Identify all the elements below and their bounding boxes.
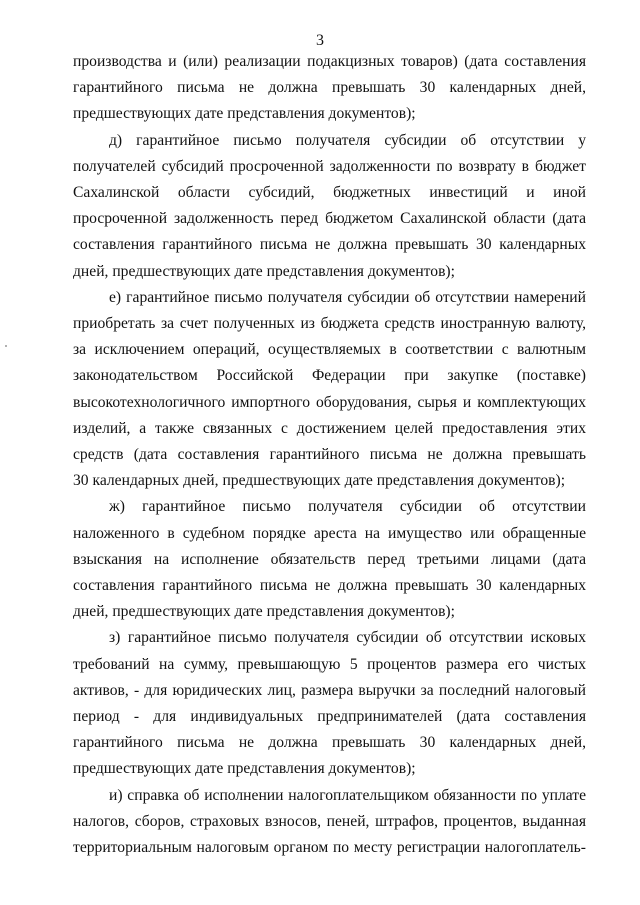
text-line: д) гарантийное письмо получателя субсидии об отсутствии у (109, 131, 586, 149)
text-line: ж) гарантийное письмо получателя субсидии об отсутствии (109, 498, 586, 516)
text-line: изделий, а также связанных с достижением целей предоставления этих (73, 419, 586, 437)
text-line: предшествующих дате представления документов); (73, 105, 416, 123)
text-line: составления гарантийного письма не должна превышать 30 календарных (73, 236, 586, 254)
paragraph-item-d (73, 128, 586, 285)
document-body (73, 49, 586, 861)
text-line: получателей субсидий просроченной задолженности по возврату в бюджет (73, 157, 586, 175)
text-line: налогов, сборов, страховых взносов, пеней, штрафов, процентов, выданная (73, 812, 586, 830)
paragraph-item-zh (73, 494, 586, 625)
text-line: территориальным налоговым органом по месту регистрации налогоплатель- (73, 839, 586, 857)
text-line: составления гарантийного письма не должна превышать 30 календарных (73, 577, 586, 595)
text-line: дней, предшествующих дате представления документов); (73, 603, 455, 621)
text-line: гарантийного письма не должна превышать 30 календарных дней, (73, 79, 586, 97)
text-line: законодательством Российской Федерации при закупке (поставке) (73, 367, 586, 385)
text-line: е) гарантийное письмо получателя субсидии об отсутствии намерений (109, 288, 586, 306)
paragraph-item-i (73, 783, 586, 862)
text-line: наложенного в судебном порядке ареста на имущество или обращенные (73, 524, 586, 542)
text-line: высокотехнологичного импортного оборудования, сырья и комплектующих (73, 393, 586, 411)
text-line: взыскания на исполнение обязательств перед третьими лицами (дата (73, 550, 586, 568)
text-line: Сахалинской области субсидий, бюджетных инвестиций и иной (73, 184, 586, 202)
text-line: за исключением операций, осуществляемых в соответствии с валютным (73, 341, 586, 359)
scan-speck (5, 345, 7, 347)
text-line: дней, предшествующих дате представления документов); (73, 262, 455, 280)
paragraph-continuation (73, 49, 586, 128)
text-line: производства и (или) реализации подакцизных товаров) (дата составления (73, 53, 586, 70)
text-line: требований на сумму, превышающую 5 процентов размера его чистых (73, 655, 586, 673)
text-line: з) гарантийное письмо получателя субсидии об отсутствии исковых (109, 629, 586, 647)
paragraph-item-z (73, 625, 586, 782)
text-line: предшествующих дате представления документов); (73, 760, 416, 778)
text-line: 30 календарных дней, предшествующих дате представления документов); (73, 472, 566, 490)
text-line: гарантийного письма не должна превышать 30 календарных дней, (73, 734, 586, 752)
text-line: средств (дата составления гарантийного письма не должна превышать (73, 446, 586, 464)
paragraph-item-e (73, 285, 586, 495)
page-number: 3 (316, 32, 324, 49)
text-line: приобретать за счет полученных из бюджета средств иностранную валюту, (73, 315, 586, 333)
text-line: и) справка об исполнении налогоплательщиком обязанности по уплате (109, 786, 586, 804)
text-line: период - для индивидуальных предпринимателей (дата составления (73, 708, 586, 726)
text-line: активов, - для юридических лиц, размера выручки за последний налоговый (73, 681, 586, 699)
text-line: просроченной задолженность перед бюджетом Сахалинской области (дата (73, 210, 586, 228)
